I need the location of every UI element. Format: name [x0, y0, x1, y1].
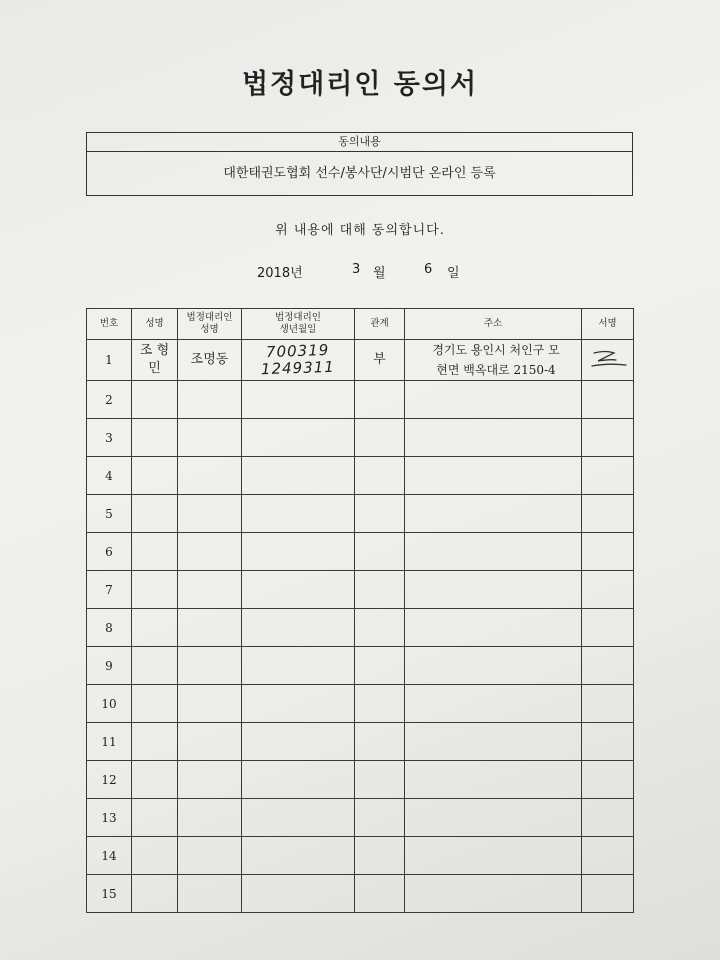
guardian-name	[178, 495, 242, 533]
guardian-name	[178, 799, 242, 837]
guardian-name	[178, 457, 242, 495]
participant-name	[132, 647, 178, 685]
guardian-birth	[242, 571, 355, 609]
row-number: 13	[87, 799, 132, 837]
row-number: 11	[87, 723, 132, 761]
agreement-statement: 위 내용에 대해 동의합니다.	[275, 223, 445, 238]
address	[405, 837, 582, 875]
table-row	[87, 761, 634, 799]
signature-cell	[582, 609, 634, 647]
page-title: 법정대리인 동의서	[241, 69, 479, 100]
header-guardian-name	[178, 309, 242, 340]
relation	[355, 723, 405, 761]
guardian-birth	[242, 381, 355, 419]
row-number: 15	[87, 875, 132, 913]
signature-cell	[582, 837, 634, 875]
header-signature: 서명	[582, 309, 634, 340]
handwritten-signature	[586, 347, 630, 373]
guardian-name	[178, 647, 242, 685]
signature-cell	[582, 419, 634, 457]
table-row	[87, 457, 634, 495]
guardian-birth	[242, 340, 355, 381]
guardian-birth	[242, 875, 355, 913]
signature-cell	[582, 533, 634, 571]
header-number: 번호	[87, 309, 132, 340]
guardian-name	[178, 533, 242, 571]
header-guardian-birth-line1: 법정대리인	[275, 312, 321, 323]
row-number: 5	[87, 495, 132, 533]
table-header-row	[87, 309, 634, 340]
table-row	[87, 837, 634, 875]
signature-cell	[582, 381, 634, 419]
guardian-name	[178, 837, 242, 875]
address	[405, 723, 582, 761]
signature-cell	[582, 647, 634, 685]
participant-name	[132, 723, 178, 761]
address	[405, 799, 582, 837]
participant-name	[132, 419, 178, 457]
signature-cell	[582, 495, 634, 533]
participant-name	[132, 685, 178, 723]
participant-name	[132, 571, 178, 609]
row-number: 3	[87, 419, 132, 457]
table-row	[87, 419, 634, 457]
table-row	[87, 571, 634, 609]
address	[405, 761, 582, 799]
participant-name	[132, 457, 178, 495]
address	[405, 340, 582, 381]
participant-name-line2: 민	[148, 361, 161, 376]
signature-cell	[582, 340, 634, 381]
guardian-birth	[242, 647, 355, 685]
guardian-birth	[242, 799, 355, 837]
header-guardian-birth	[242, 309, 355, 340]
row-number: 1	[87, 340, 132, 381]
table-row	[87, 647, 634, 685]
table-row	[87, 340, 634, 381]
address	[405, 381, 582, 419]
consent-content-box	[86, 132, 633, 196]
signature-cell	[582, 571, 634, 609]
participant-name	[132, 381, 178, 419]
guardian-name	[178, 381, 242, 419]
relation	[355, 381, 405, 419]
date-year: 2018년	[257, 266, 303, 281]
participant-name	[132, 837, 178, 875]
relation	[355, 457, 405, 495]
address	[405, 457, 582, 495]
header-guardian-birth-line2: 생년월일	[279, 324, 317, 335]
signature-cell	[582, 723, 634, 761]
relation	[355, 533, 405, 571]
participant-name	[132, 495, 178, 533]
date-day-value: 6	[424, 262, 433, 277]
header-relation: 관계	[355, 309, 405, 340]
header-name: 성명	[132, 309, 178, 340]
date-day-unit: 일	[447, 266, 460, 281]
relation	[355, 647, 405, 685]
guardian-name	[178, 571, 242, 609]
table-row	[87, 685, 634, 723]
address	[405, 533, 582, 571]
participant-name	[132, 761, 178, 799]
guardian-birth-line2: 1249311	[260, 357, 336, 379]
guardian-name: 조명동	[178, 340, 242, 381]
table-row	[87, 495, 634, 533]
guardian-birth	[242, 723, 355, 761]
guardian-birth-line1: 700319	[266, 340, 330, 362]
participant-name	[132, 533, 178, 571]
table-row	[87, 609, 634, 647]
table-row	[87, 875, 634, 913]
guardian-birth	[242, 419, 355, 457]
guardian-name	[178, 761, 242, 799]
table-row	[87, 799, 634, 837]
guardian-birth	[242, 495, 355, 533]
guardian-name	[178, 419, 242, 457]
relation	[355, 837, 405, 875]
row-number: 10	[87, 685, 132, 723]
relation	[355, 419, 405, 457]
table-row	[87, 381, 634, 419]
table-row	[87, 533, 634, 571]
guardian-name	[178, 685, 242, 723]
address	[405, 419, 582, 457]
header-guardian-name-line2: 성명	[200, 324, 219, 335]
address	[405, 609, 582, 647]
guardian-birth	[242, 837, 355, 875]
relation	[355, 495, 405, 533]
relation	[355, 875, 405, 913]
address	[405, 571, 582, 609]
relation	[355, 761, 405, 799]
signature-cell	[582, 685, 634, 723]
guardian-birth	[242, 457, 355, 495]
table-row	[87, 723, 634, 761]
row-number: 14	[87, 837, 132, 875]
relation	[355, 571, 405, 609]
address-line2: 현면 백옥대로 2150-4	[436, 363, 556, 377]
participant-name	[132, 875, 178, 913]
relation	[355, 685, 405, 723]
address-line1: 경기도 용인시 처인구 모	[432, 343, 560, 357]
address	[405, 875, 582, 913]
guardian-birth	[242, 761, 355, 799]
relation	[355, 799, 405, 837]
guardian-name	[178, 875, 242, 913]
consent-header: 동의내용	[87, 133, 632, 152]
guardian-birth	[242, 533, 355, 571]
guardian-roster-table	[86, 308, 634, 913]
participant-name	[132, 609, 178, 647]
guardian-name	[178, 609, 242, 647]
participant-name	[132, 799, 178, 837]
participant-name-line1: 조 형	[139, 343, 170, 358]
date-month-unit: 월	[373, 266, 386, 281]
consent-body: 대한태권도협회 선수/봉사단/시범단 온라인 등록	[223, 166, 496, 181]
date-month-value: 3	[352, 262, 361, 277]
row-number: 9	[87, 647, 132, 685]
guardian-birth	[242, 685, 355, 723]
row-number: 12	[87, 761, 132, 799]
participant-name	[132, 340, 178, 381]
address	[405, 647, 582, 685]
row-number: 4	[87, 457, 132, 495]
address	[405, 685, 582, 723]
guardian-name	[178, 723, 242, 761]
address	[405, 495, 582, 533]
signature-cell	[582, 457, 634, 495]
row-number: 7	[87, 571, 132, 609]
relation	[355, 609, 405, 647]
row-number: 8	[87, 609, 132, 647]
guardian-birth	[242, 609, 355, 647]
header-address: 주소	[405, 309, 582, 340]
relation: 부	[355, 340, 405, 381]
signature-cell	[582, 875, 634, 913]
row-number: 6	[87, 533, 132, 571]
signature-cell	[582, 761, 634, 799]
row-number: 2	[87, 381, 132, 419]
signature-cell	[582, 799, 634, 837]
header-guardian-name-line1: 법정대리인	[186, 312, 233, 323]
